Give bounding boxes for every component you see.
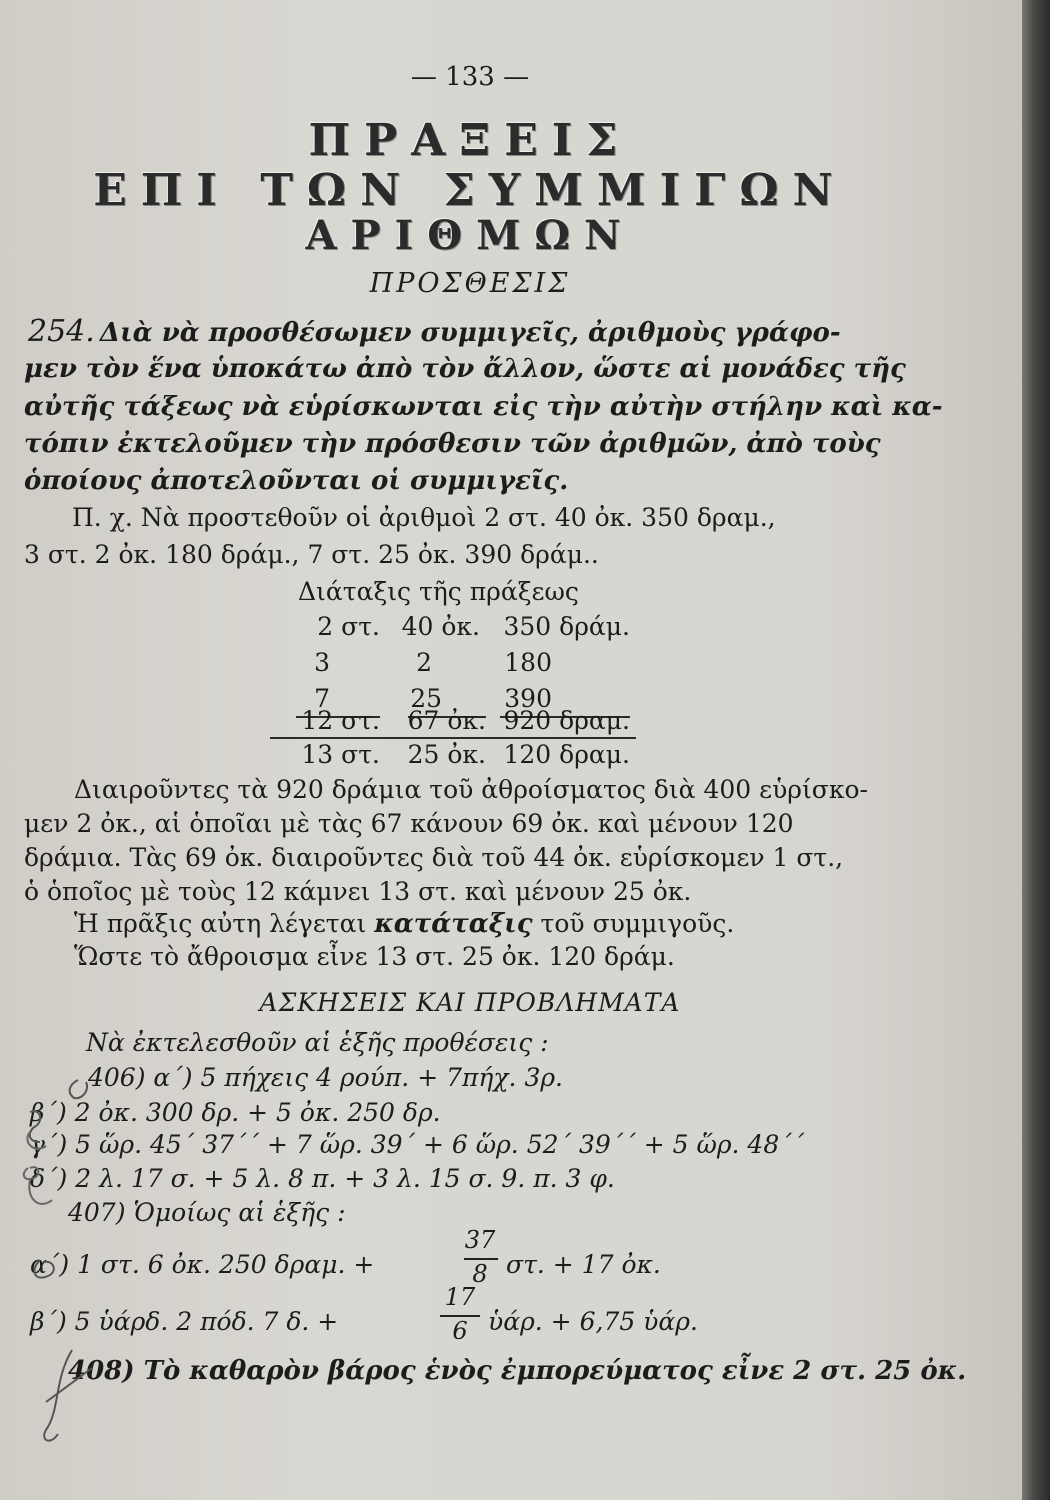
explanation-line-2: μεν 2 ὀκ., αἱ ὁποῖαι μὲ τὰς 67 κάνουν 69 ὀκ. καὶ μένουν 120 (24, 809, 794, 838)
exercises-intro: Νὰ ἐκτελεσθοῦν αἱ ἑξῆς προθέσεις : (86, 1028, 549, 1057)
exercise-407-a-suffix: στ. + 17 ὀκ. (506, 1250, 661, 1279)
arrangement-cell: 350 δράμ. (503, 612, 630, 641)
exercise-406-a: 406) α΄) 5 πήχεις 4 ρούπ. + 7πήχ. 3ρ. (88, 1063, 563, 1092)
fraction-numerator: 17 (444, 1283, 476, 1311)
exercise-406-d: δ΄) 2 λ. 17 σ. + 5 λ. 8 π. + 3 λ. 15 σ. 9. π. 3 φ. (30, 1164, 615, 1193)
exercise-408: 408) Τὸ καθαρὸν βάρος ἑνὸς ἐμπορεύματος εἶνε 2 στ. 25 ὀκ. (68, 1356, 967, 1386)
paragraph-254-line-4: τόπιν ἐκτελοῦμεν τὴν πρόσθεσιν τῶν ἀριθμῶν, ἀπὸ τοὺς (24, 429, 881, 459)
pencil-markings (0, 1050, 120, 1450)
paragraph-254-line-3: αὐτῆς τάξεως νὰ εὑρίσκωνται εἰς τὴν αὐτὴν στήλην καὶ κα- (24, 392, 943, 422)
arrangement-cell: 180 (504, 648, 552, 677)
title-line-2: ΕΠΙ ΤΩΝ ΣΥΜΜΙΓΩΝ (93, 165, 847, 216)
explanation-line-4: ὁ ὁποῖος μὲ τοὺς 12 κάμνει 13 στ. καὶ μένουν 25 ὀκ. (24, 877, 692, 906)
explanation-line-3: δράμια. Τὰς 69 ὀκ. διαιροῦντες διὰ τοῦ 44 ὀκ. εὑρίσκομεν 1 στ., (24, 843, 844, 872)
arrangement-cell: 920 δραμ. (503, 706, 630, 735)
result-line: Ὥστε τὸ ἄθροισμα εἶνε 13 στ. 25 ὀκ. 120 δράμ. (74, 942, 675, 971)
arrangement-cell: 25 (410, 684, 442, 713)
arrangement-cell: 120 δραμ. (503, 740, 630, 769)
arrangement-cell: 25 ὀκ. (407, 740, 486, 769)
title-line-1: ΠΡΑΞΕΙΣ (308, 115, 632, 166)
exercise-407-b-prefix: β΄) 5 ὑάρδ. 2 πόδ. 7 δ. + (30, 1307, 339, 1336)
fraction-denominator: 6 (452, 1317, 468, 1345)
arrangement-cell: 13 στ. (301, 740, 380, 769)
paragraph-254-line-2: μεν τὸν ἕνα ὑποκάτω ἀπὸ τὸν ἄλλον, ὥστε αἱ μονάδες τῆς (24, 354, 906, 384)
exercise-407-b-suffix: ὑάρ. + 6,75 ὑάρ. (488, 1307, 698, 1336)
example-line-1: Π. χ. Νὰ προστεθοῦν οἱ ἀριθμοὶ 2 στ. 40 ὀκ. 350 δραμ., (72, 503, 776, 532)
arrangement-cell: 390 (504, 684, 552, 713)
arrangement-cell: 2 στ. (317, 612, 380, 641)
term-katataxis: κατάταξις (374, 909, 533, 939)
arrangement-cell: 40 ὀκ. (401, 612, 480, 641)
exercise-406-b: β΄) 2 ὀκ. 300 δρ. + 5 ὀκ. 250 δρ. (30, 1098, 441, 1127)
example-line-2: 3 στ. 2 ὀκ. 180 δράμ., 7 στ. 25 ὀκ. 390 δράμ.. (24, 540, 599, 569)
exercise-406-c: γ΄) 5 ὥρ. 45΄ 37΄΄ + 7 ὥρ. 39΄ + 6 ὥρ. 52΄ 39΄΄ + 5 ὥρ. 48΄΄ (30, 1130, 805, 1159)
title-line-3: ΑΡΙΘΜΩΝ (305, 212, 635, 259)
arrangement-heading: Διάταξις τῆς πράξεως (298, 577, 579, 606)
explanation-line-1: Διαιροῦντες τὰ 920 δράμια τοῦ ἀθροίσματος διὰ 400 εὑρίσκο- (74, 775, 868, 804)
paragraph-number: 254. (28, 314, 95, 349)
arrangement-cell: 12 στ. (301, 706, 380, 735)
section-heading-exercises: ΑΣΚΗΣΕΙΣ ΚΑΙ ΠΡΟΒΛΗΜΑΤΑ (259, 988, 681, 1017)
fraction-denominator: 8 (472, 1260, 488, 1288)
exercise-407-intro: 407) Ὁμοίως αἱ ἑξῆς : (68, 1198, 346, 1227)
arrangement-cell: 67 ὀκ. (407, 706, 486, 735)
section-heading-addition: ΠΡΟΣΘΕΣΙΣ (369, 268, 571, 299)
page-edge (1022, 0, 1050, 1500)
arrangement-cell: 7 (314, 684, 330, 713)
page-number: — 133 — (410, 62, 530, 92)
arrangement-cell: 3 (314, 648, 330, 677)
exercise-407-a-prefix: α΄) 1 στ. 6 ὀκ. 250 δραμ. + (30, 1250, 375, 1279)
paragraph-254-line-5: ὁποίους ἀποτελοῦνται οἱ συμμιγεῖς. (24, 466, 569, 496)
note-line: Ἡ πρᾶξις αὐτη λέγεται κατάταξις τοῦ συμμιγοῦς. (74, 909, 735, 939)
fraction-numerator: 37 (464, 1226, 496, 1254)
arrangement-cell: 2 (416, 648, 432, 677)
total-line (270, 737, 636, 739)
paragraph-254-line-1: 254. Διὰ νὰ προσθέσωμεν συμμιγεῖς, ἀριθμοὺς γράφο- (28, 314, 841, 349)
